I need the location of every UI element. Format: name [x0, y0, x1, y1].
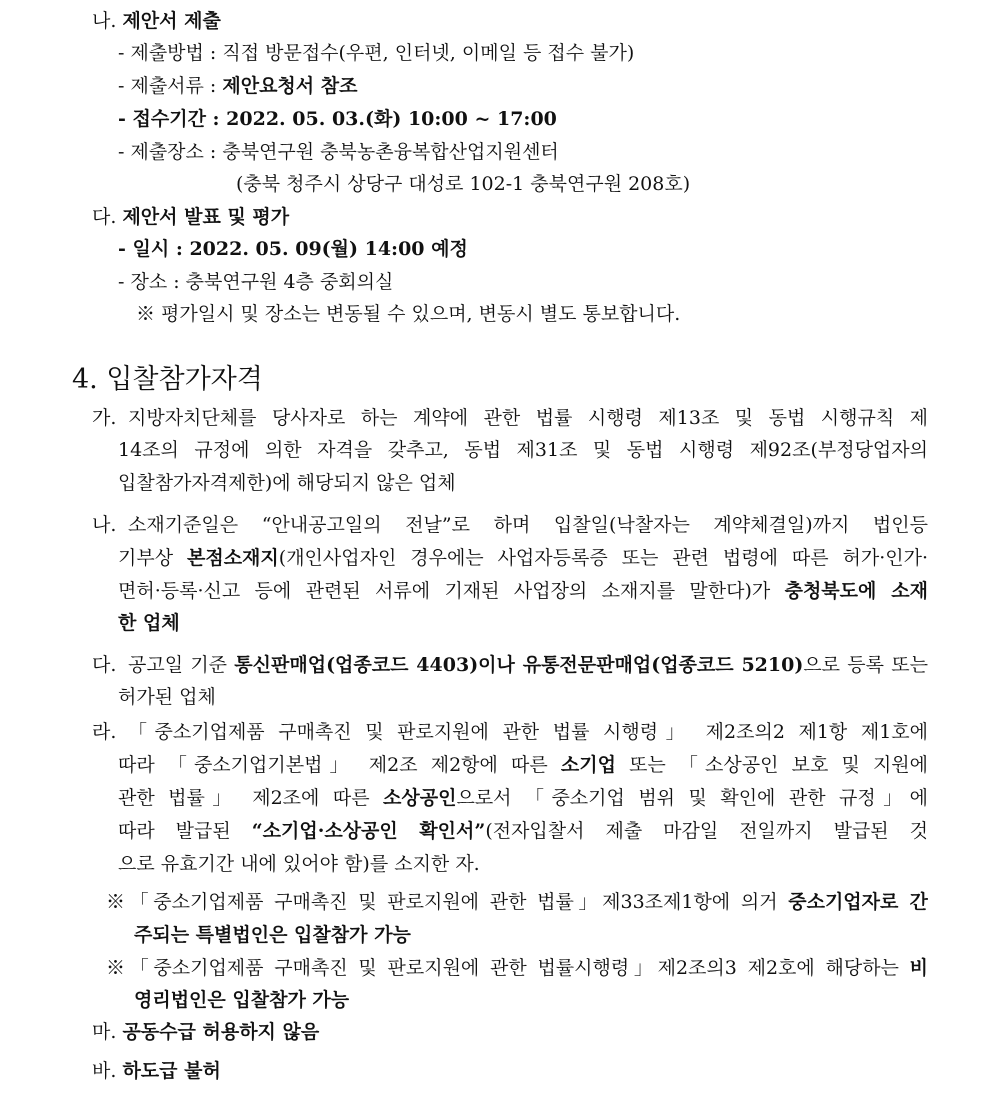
item-na-l3b: 충청북도에 소재	[784, 580, 928, 602]
item-ga-marker: 가.	[92, 407, 117, 429]
item-ra-line-2	[118, 752, 928, 778]
sec-da-heading	[92, 204, 289, 230]
item-da-l1b: 통신판매업(업종코드 4403)이나 유통전문판매업(업종코드 5210)	[234, 654, 804, 676]
item-ga-line-1: 지방자치단체를 당사자로 하는 계약에 관한 법률 시행령 제13조 및 동법 시행규칙 제	[128, 407, 928, 429]
note-2-b: 비	[909, 957, 928, 979]
item-ra-line-1: 「중소기업제품 구매촉진 및 판로지원에 관한 법률 시행령」 제2조의2 제1항 제1호에	[128, 721, 928, 743]
item-ra-l2c: 또는 「소상공인 보호 및 지원에	[615, 754, 928, 776]
item-na-marker: 나.	[92, 514, 117, 536]
item-ma-marker: 마.	[92, 1021, 117, 1043]
submit-period: - 접수기간 : 2022. 05. 03.(화) 10:00 ~ 17:00	[118, 108, 557, 130]
item-da-line-2: 허가된 업체	[118, 686, 216, 708]
item-ga-line-3: 입찰참가자격제한)에 해당되지 않은 업체	[118, 472, 456, 494]
item-ra-line-3	[118, 785, 928, 811]
item-da-marker: 다.	[92, 654, 117, 676]
submit-docs-label: - 제출서류 :	[118, 75, 223, 97]
item-ma-text: 공동수급 허용하지 않음	[122, 1021, 320, 1043]
item-na-line-4: 한 업체	[118, 612, 180, 634]
submit-address: (충북 청주시 상당구 대성로 102-1 충북연구원 208호)	[236, 173, 691, 195]
item-ra-l2a: 따라 「중소기업기본법」 제2조 제2항에 따른	[118, 754, 561, 776]
eval-datetime: - 일시 : 2022. 05. 09(월) 14:00 예정	[118, 238, 468, 260]
item-da-line-1	[128, 652, 928, 678]
note-1-b: 중소기업자로 간	[788, 891, 928, 913]
item-na-l2a: 기부상	[118, 547, 187, 569]
item-ra-l4c: (전자입찰서 제출 마감일 전일까지 발급된 것	[485, 820, 928, 842]
item-ga-line-2: 14조의 규정에 의한 자격을 갖추고, 동법 제31조 및 동법 시행령 제92조(부정당업자의	[118, 439, 928, 461]
note-1-line-2: 주되는 특별법인은 입찰참가 가능	[134, 924, 411, 946]
item-ra-l3c: 으로서 「중소기업 범위 및 확인에 관한 규정」에	[456, 787, 928, 809]
item-ba-text: 하도급 불허	[122, 1060, 221, 1082]
item-na-line-3	[118, 578, 928, 604]
item-ra-marker: 라.	[92, 721, 117, 743]
item-ma	[92, 1019, 319, 1045]
submit-place-value: 충북연구원 충북농촌융복합산업지원센터	[222, 141, 559, 163]
submit-method	[118, 40, 634, 66]
sec-da-marker: 다.	[92, 206, 117, 228]
sec-na-title: 제안서 제출	[122, 10, 221, 32]
item-ra-l4b: “소기업·소상공인 확인서”	[251, 820, 486, 842]
item-ra-l2b: 소기업	[560, 754, 616, 776]
eval-place: - 장소 : 충북연구원 4층 중회의실	[118, 271, 394, 293]
section-4-title: 4. 입찰참가자격	[72, 364, 263, 395]
item-ba-marker: 바.	[92, 1060, 117, 1082]
note-1-line-1	[106, 889, 928, 915]
item-ra-l3b: 소상공인	[383, 787, 457, 809]
submit-docs-value: 제안요청서 참조	[222, 75, 358, 97]
item-ra-l3a: 관한 법률」 제2조에 따른	[118, 787, 384, 809]
note-1-a: ※「중소기업제품 구매촉진 및 판로지원에 관한 법률」제33조제1항에 의거	[106, 891, 789, 913]
eval-note: ※ 평가일시 및 장소는 변동될 수 있으며, 변동시 별도 통보합니다.	[136, 303, 681, 325]
item-da-l1a: 공고일 기준	[128, 654, 235, 676]
submit-method-value: 직접 방문접수(우편, 인터넷, 이메일 등 접수 불가)	[222, 42, 635, 64]
sec-na-heading	[92, 8, 221, 34]
item-na-line-2	[118, 545, 928, 571]
submit-place	[118, 139, 559, 165]
item-ra-l4a: 따라 발급된	[118, 820, 252, 842]
note-2-line-2: 영리법인은 입찰참가 가능	[134, 989, 350, 1011]
item-na-l2b: 본점소재지	[187, 547, 279, 569]
note-2-line-1	[106, 955, 928, 981]
submit-docs	[118, 73, 357, 99]
item-da-l1c: 으로 등록 또는	[803, 654, 928, 676]
item-ra-line-4	[118, 818, 928, 844]
item-na-l3a: 면허·등록·신고 등에 관련된 서류에 기재된 사업장의 소재지를 말한다)가	[118, 580, 785, 602]
submit-method-label: - 제출방법 :	[118, 42, 223, 64]
item-na-line-1: 소재기준일은 “안내공고일의 전날”로 하며 입찰일(낙찰자는 계약체결일)까지 법인등	[128, 514, 928, 536]
item-ba	[92, 1058, 221, 1084]
item-na-l2c: (개인사업자인 경우에는 사업자등록증 또는 관련 법령에 따른 허가·인가·	[278, 547, 928, 569]
item-ra-line-5: 으로 유효기간 내에 있어야 함)를 소지한 자.	[118, 853, 480, 875]
sec-na-marker: 나.	[92, 10, 117, 32]
sec-da-title: 제안서 발표 및 평가	[122, 206, 290, 228]
submit-place-label: - 제출장소 :	[118, 141, 223, 163]
note-2-a: ※「중소기업제품 구매촉진 및 판로지원에 관한 법률시행령」제2조의3 제2호에 해당하는	[106, 957, 910, 979]
